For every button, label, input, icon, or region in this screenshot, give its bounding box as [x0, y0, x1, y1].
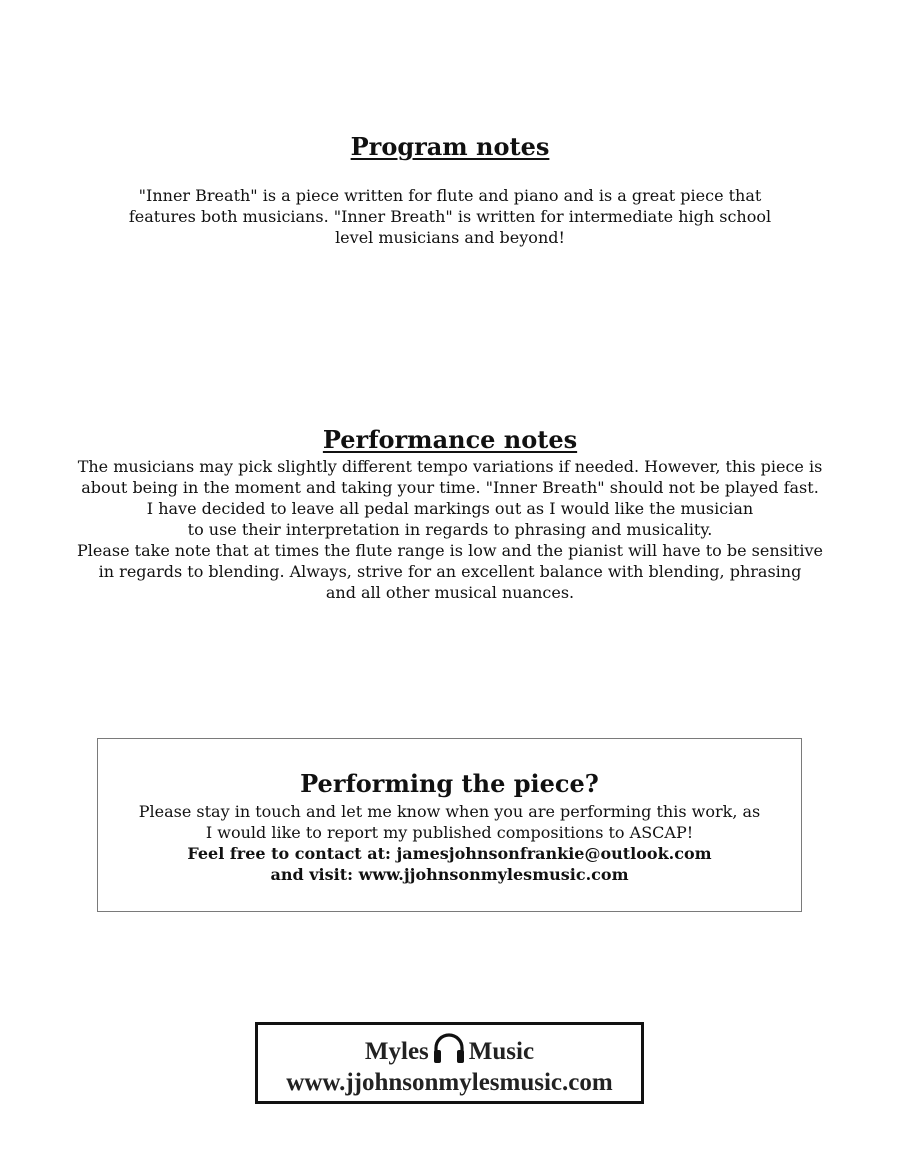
- program-notes-text: [0, 185, 900, 248]
- logo-name-right: Music: [468, 1038, 535, 1065]
- program-notes-line: level musicians and beyond!: [335, 228, 565, 247]
- performance-notes-text: [0, 456, 900, 603]
- performance-notes-title: Performance notes: [322, 425, 578, 454]
- performance-notes-line: in regards to blending. Always, strive for an excellent balance with blending, phrasing: [98, 562, 802, 581]
- contact-visit-line: and visit: www.jjohnsonmylesmusic.com: [270, 865, 629, 884]
- performance-notes-line: to use their interpretation in regards to phrasing and musicality.: [187, 520, 713, 539]
- contact-line: Please stay in touch and let me know when you are performing this work, as: [138, 802, 761, 821]
- performance-notes-line: I have decided to leave all pedal markings out as I would like the musician: [146, 499, 754, 518]
- program-notes-line: features both musicians. "Inner Breath" is written for intermediate high school: [128, 207, 772, 226]
- contact-title: Performing the piece?: [300, 769, 599, 798]
- headphones-icon: [431, 1033, 467, 1065]
- contact-box: [97, 738, 802, 912]
- myles-music-logo: [255, 1022, 644, 1104]
- performance-notes-line: The musicians may pick slightly different tempo variations if needed. However, this piece is: [77, 457, 823, 476]
- performance-notes-line: about being in the moment and taking your time. "Inner Breath" should not be played fast.: [81, 478, 819, 497]
- contact-line: I would like to report my published compositions to ASCAP!: [205, 823, 694, 842]
- performance-notes-line: Please take note that at times the flute range is low and the pianist will have to be sensitive: [77, 541, 823, 560]
- logo-name: [258, 1033, 641, 1068]
- program-notes-title: Program notes: [350, 132, 550, 161]
- contact-email-line: Feel free to contact at: jamesjohnsonfrankie@outlook.com: [187, 844, 712, 863]
- performance-notes-line: and all other musical nuances.: [325, 583, 575, 602]
- logo-name-left: Myles: [364, 1038, 429, 1065]
- program-notes-line: "Inner Breath" is a piece written for flute and piano and is a great piece that: [138, 186, 762, 205]
- logo-url: www.jjohnsonmylesmusic.com: [286, 1069, 613, 1096]
- contact-text: [98, 801, 801, 885]
